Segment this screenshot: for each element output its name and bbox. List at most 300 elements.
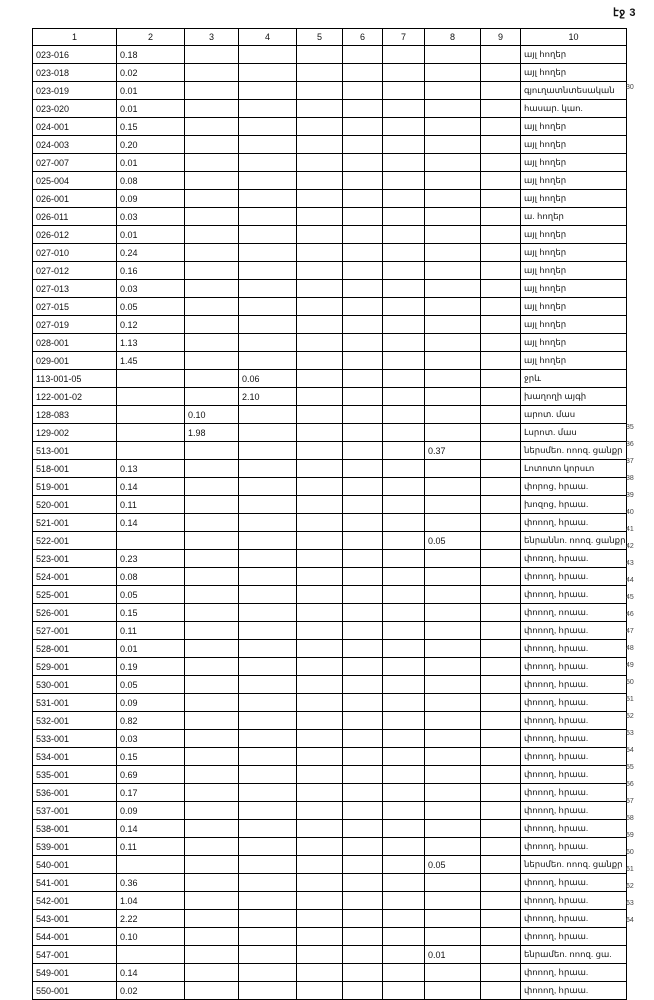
cell-col3 [185,280,239,298]
cell-description: հասար. կաո. [521,100,627,118]
cell-col4: 2.10 [239,388,297,406]
cell-description: փոոող, հրաա. [521,640,627,658]
cell-col9 [481,244,521,262]
cell-col2 [117,370,185,388]
cell-col2: 0.17 [117,784,185,802]
cell-col6 [343,568,383,586]
cell-col7 [383,316,425,334]
cell-col3 [185,658,239,676]
cell-col7 [383,712,425,730]
cell-col8 [425,892,481,910]
cell-col8 [425,910,481,928]
cell-col6 [343,280,383,298]
table-row [33,514,627,532]
table-row [33,586,627,604]
column-header-7: 7 [383,29,425,46]
cell-col9 [481,208,521,226]
cell-col3 [185,910,239,928]
table-header-row [33,29,627,46]
table-row [33,766,627,784]
cell-col5 [297,136,343,154]
cell-col2: 0.01 [117,154,185,172]
cell-col4 [239,946,297,964]
cell-col9 [481,226,521,244]
cell-col4 [239,622,297,640]
cell-col4 [239,838,297,856]
cell-col9 [481,712,521,730]
cell-col4 [239,442,297,460]
cell-col7 [383,622,425,640]
table-row [33,208,627,226]
cell-description: փոոող, հրաա. [521,586,627,604]
margin-note: 36 [626,441,634,448]
cell-col6 [343,208,383,226]
margin-note: 40 [626,509,634,516]
table-row [33,802,627,820]
margin-note: 61 [626,866,634,873]
cell-col7 [383,946,425,964]
cell-col8 [425,658,481,676]
cell-col5 [297,64,343,82]
cell-col2: 0.01 [117,226,185,244]
cell-col2: 0.14 [117,478,185,496]
cell-description: փոոող, ոոաա. [521,604,627,622]
cell-col4 [239,802,297,820]
cell-col3 [185,190,239,208]
cell-col2 [117,856,185,874]
cell-code: 540-001 [33,856,117,874]
cell-col5 [297,820,343,838]
cell-col8 [425,370,481,388]
cell-description: փոոող, հրաա. [521,802,627,820]
cell-col3 [185,676,239,694]
cell-col7 [383,334,425,352]
margin-note: 48 [626,645,634,652]
table-row [33,442,627,460]
cell-col8 [425,784,481,802]
cell-code: 129-002 [33,424,117,442]
cell-code: 547-001 [33,946,117,964]
cell-col4 [239,100,297,118]
cell-col5 [297,874,343,892]
table-row [33,532,627,550]
margin-note: 54 [626,747,634,754]
cell-col4 [239,118,297,136]
cell-col7 [383,262,425,280]
cell-description: փոոող, հրաա. [521,820,627,838]
cell-col4 [239,514,297,532]
cell-col3 [185,478,239,496]
table-row [33,892,627,910]
cell-code: 023-020 [33,100,117,118]
cell-col9 [481,946,521,964]
cell-col8 [425,352,481,370]
cell-col7 [383,676,425,694]
cell-code: 023-018 [33,64,117,82]
cell-col4 [239,550,297,568]
cell-code: 529-001 [33,658,117,676]
cell-col7 [383,766,425,784]
cell-col9 [481,676,521,694]
cell-col3 [185,946,239,964]
cell-col6 [343,820,383,838]
cell-col2: 0.15 [117,604,185,622]
cell-code: 528-001 [33,640,117,658]
cell-col8 [425,982,481,1000]
cell-col7 [383,856,425,874]
margin-note: 47 [626,628,634,635]
margin-note: 49 [626,662,634,669]
cell-col6 [343,856,383,874]
cell-col3 [185,892,239,910]
cell-col9 [481,298,521,316]
cell-col4 [239,982,297,1000]
cell-code: 544-001 [33,928,117,946]
cell-col7 [383,424,425,442]
table-row [33,334,627,352]
cell-col8 [425,388,481,406]
cell-description: այլ հողեր [521,136,627,154]
cell-col8 [425,928,481,946]
cell-col8 [425,676,481,694]
cell-col8 [425,136,481,154]
cell-col5 [297,352,343,370]
margin-note: 63 [626,900,634,907]
cell-col7 [383,964,425,982]
table-row [33,658,627,676]
table-row [33,838,627,856]
cell-col2: 0.19 [117,658,185,676]
table-row [33,694,627,712]
cell-col5 [297,478,343,496]
margin-note: 42 [626,543,634,550]
cell-description: այլ հողեր [521,46,627,64]
cell-col7 [383,604,425,622]
cell-col6 [343,154,383,172]
cell-col5 [297,586,343,604]
cell-col3 [185,334,239,352]
table-row [33,676,627,694]
cell-code: 023-019 [33,82,117,100]
margin-note: 55 [626,764,634,771]
cell-col9 [481,838,521,856]
cell-col6 [343,910,383,928]
cell-code: 536-001 [33,784,117,802]
table-row [33,388,627,406]
cell-col4 [239,784,297,802]
table-row [33,226,627,244]
cell-col8 [425,802,481,820]
cell-col8 [425,730,481,748]
page-number: էջ 3 [613,7,636,19]
cell-col9 [481,784,521,802]
cell-col9 [481,64,521,82]
cell-col9 [481,424,521,442]
cell-col8 [425,316,481,334]
cell-col4 [239,460,297,478]
table-row [33,568,627,586]
cell-col9 [481,532,521,550]
cell-col5 [297,244,343,262]
cell-col3 [185,874,239,892]
cell-col4 [239,892,297,910]
cell-col4 [239,424,297,442]
cell-col5 [297,388,343,406]
cell-code: 128-083 [33,406,117,424]
cell-col2: 0.16 [117,262,185,280]
cell-description: փոոող, հրաա. [521,568,627,586]
cell-description: այլ հողեր [521,298,627,316]
cell-col2: 0.14 [117,514,185,532]
cell-code: 026-012 [33,226,117,244]
cell-code: 549-001 [33,964,117,982]
cell-col9 [481,748,521,766]
cell-col9 [481,604,521,622]
margin-note [626,385,652,402]
cell-col9 [481,136,521,154]
cell-col8 [425,622,481,640]
cell-col5 [297,712,343,730]
cell-col8 [425,244,481,262]
cell-col4 [239,964,297,982]
cell-col6 [343,712,383,730]
cell-col6 [343,532,383,550]
cell-col2: 0.01 [117,82,185,100]
cell-code: 024-001 [33,118,117,136]
cell-code: 539-001 [33,838,117,856]
cell-col6 [343,496,383,514]
cell-col6 [343,388,383,406]
cell-col5 [297,460,343,478]
cell-description: փոոող, հրաա. [521,622,627,640]
cell-col3 [185,964,239,982]
cell-col6 [343,262,383,280]
cell-col5 [297,514,343,532]
cell-col8 [425,190,481,208]
cell-col6 [343,964,383,982]
cell-col7 [383,280,425,298]
margin-note [626,351,652,368]
cell-col9 [481,550,521,568]
margin-note: 52 [626,713,634,720]
cell-description: այլ հողեր [521,64,627,82]
cell-col2: 0.05 [117,676,185,694]
cell-col8 [425,82,481,100]
cell-col2: 2.22 [117,910,185,928]
cell-col7 [383,478,425,496]
column-header-1: 1 [33,29,117,46]
cell-description: փոոող, հրաա. [521,892,627,910]
cell-col3 [185,928,239,946]
cell-col6 [343,748,383,766]
cell-col5 [297,604,343,622]
cell-col3 [185,496,239,514]
cell-col2 [117,388,185,406]
cell-code: 524-001 [33,568,117,586]
cell-col5 [297,82,343,100]
cell-col8 [425,64,481,82]
cell-col8 [425,568,481,586]
cell-col4 [239,82,297,100]
cell-col8 [425,838,481,856]
cell-col9 [481,910,521,928]
margin-note [626,62,652,79]
cell-description: փոոող, հրաա. [521,766,627,784]
cell-col7 [383,226,425,244]
cell-col9 [481,316,521,334]
cell-col9 [481,982,521,1000]
margin-note [626,300,652,317]
cell-description: խաղողի այգի [521,388,627,406]
cell-col7 [383,532,425,550]
cell-col5 [297,172,343,190]
column-header-10: 10 [521,29,627,46]
margin-note [626,249,652,266]
cell-col4 [239,928,297,946]
cell-col9 [481,334,521,352]
cell-col4 [239,334,297,352]
cell-col2: 0.12 [117,316,185,334]
cell-col2: 0.01 [117,640,185,658]
cell-col8 [425,100,481,118]
cell-col9 [481,262,521,280]
cell-description: այլ հողեր [521,154,627,172]
cell-code: 542-001 [33,892,117,910]
table-row [33,496,627,514]
cell-col4 [239,172,297,190]
cell-description: Լսրոտ. մաս [521,424,627,442]
cell-col8 [425,226,481,244]
cell-col7 [383,406,425,424]
table-row [33,712,627,730]
table-row [33,82,627,100]
cell-col9 [481,514,521,532]
cell-col4 [239,406,297,424]
cell-col7 [383,820,425,838]
cell-code: 027-013 [33,280,117,298]
cell-col5 [297,946,343,964]
cell-col2: 0.09 [117,802,185,820]
cell-col5 [297,910,343,928]
cell-description: փոոող, հրաա. [521,514,627,532]
table-row [33,874,627,892]
table-row [33,748,627,766]
cell-description: փոոող, հրաա. [521,874,627,892]
cell-col4 [239,136,297,154]
column-header-5: 5 [297,29,343,46]
margin-note: 51 [626,696,634,703]
cell-col2: 0.08 [117,172,185,190]
cell-col2: 0.15 [117,118,185,136]
margin-note: 41 [626,526,634,533]
cell-col3: 0.10 [185,406,239,424]
cell-col6 [343,406,383,424]
cell-col5 [297,316,343,334]
cell-description: ջրև [521,370,627,388]
cell-description: փոոող, հրաա. [521,676,627,694]
cell-col8 [425,496,481,514]
cell-col3 [185,730,239,748]
margin-note: 50 [626,679,634,686]
cell-col6 [343,460,383,478]
cell-col2: 0.02 [117,64,185,82]
cell-col2: 0.69 [117,766,185,784]
cell-col2: 0.05 [117,586,185,604]
cell-col7 [383,244,425,262]
table-row [33,316,627,334]
cell-description: փոոող, հրաա. [521,910,627,928]
cell-col5 [297,424,343,442]
cell-code: 535-001 [33,766,117,784]
cell-col6 [343,136,383,154]
cell-description: փոոող, հրաա. [521,982,627,1000]
margin-note [626,130,652,147]
cell-description: այլ հողեր [521,334,627,352]
margin-note: 38 [626,475,634,482]
cell-col5 [297,856,343,874]
margin-note [626,402,652,419]
cell-col3 [185,118,239,136]
table-row [33,730,627,748]
cell-col5 [297,658,343,676]
cell-col9 [481,730,521,748]
cell-col4 [239,820,297,838]
cell-col6 [343,676,383,694]
cell-col2: 0.14 [117,964,185,982]
cell-col2: 0.11 [117,838,185,856]
cell-col6 [343,586,383,604]
column-header-6: 6 [343,29,383,46]
cell-col7 [383,442,425,460]
cell-col3 [185,766,239,784]
cell-col4 [239,766,297,784]
cell-col6 [343,190,383,208]
cell-col3 [185,820,239,838]
cell-col7 [383,172,425,190]
cell-col5 [297,766,343,784]
margin-note: 57 [626,798,634,805]
cell-col3 [185,298,239,316]
cell-description: փոոող, հրաա. [521,712,627,730]
cell-col5 [297,190,343,208]
cell-col7 [383,190,425,208]
cell-code: 530-001 [33,676,117,694]
margin-note [626,113,652,130]
cell-col6 [343,478,383,496]
column-header-4: 4 [239,29,297,46]
table-row [33,172,627,190]
cell-col5 [297,838,343,856]
column-header-2: 2 [117,29,185,46]
cell-col2 [117,532,185,550]
table-row [33,190,627,208]
cell-col8 [425,766,481,784]
margin-note: 56 [626,781,634,788]
cell-col5 [297,370,343,388]
cell-col6 [343,244,383,262]
cell-col2: 0.03 [117,730,185,748]
cell-description: ա. հողեր [521,208,627,226]
cell-col6 [343,442,383,460]
cell-col9 [481,964,521,982]
cell-col4 [239,244,297,262]
cell-col5 [297,100,343,118]
cell-col5 [297,676,343,694]
cell-col5 [297,262,343,280]
cell-description: փոոող, հրաա. [521,748,627,766]
cell-code: 538-001 [33,820,117,838]
cell-col3 [185,82,239,100]
